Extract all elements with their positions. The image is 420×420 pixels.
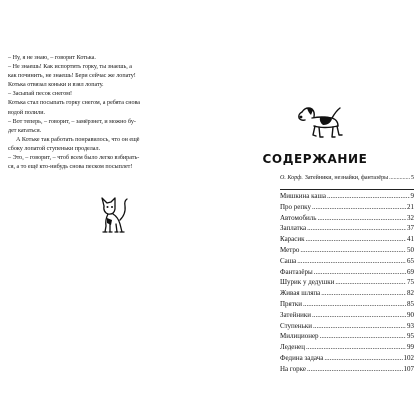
toc-entry xyxy=(280,342,414,353)
leader-dots xyxy=(314,267,406,278)
toc-intro-author: О. Корф. xyxy=(280,175,303,181)
toc-entry-title: Федина задача xyxy=(280,353,324,362)
story-text xyxy=(8,54,208,172)
cat-sketch-illustration xyxy=(96,190,130,236)
toc-list xyxy=(280,191,414,375)
toc-entry-title: Шурик у дедушки xyxy=(280,278,335,287)
leader-dots xyxy=(306,234,406,245)
toc-entry xyxy=(280,202,414,213)
toc-entry-title: Ступеньки xyxy=(280,321,312,330)
toc-entry xyxy=(280,267,414,278)
leader-dots xyxy=(312,202,406,213)
leader-dots xyxy=(307,223,406,234)
toc-entry xyxy=(280,321,414,332)
toc-entry-page: 9 xyxy=(410,192,414,200)
toc-entry xyxy=(280,299,414,310)
leader-dots xyxy=(335,277,406,288)
toc-entry-title: Метро xyxy=(280,245,300,254)
toc-entry xyxy=(280,256,414,267)
leader-dots xyxy=(327,191,409,202)
story-paragraph: – Засыпай песок снегом! xyxy=(8,91,73,98)
toc-entry-page: 65 xyxy=(407,256,414,265)
toc-entry-title: Леденец xyxy=(280,343,305,352)
leader-dots xyxy=(313,321,406,332)
toc-entry xyxy=(280,277,414,288)
story-paragraph: – Вот теперь, – говорит, – замёрзнет, и можно бу- xyxy=(8,118,136,125)
toc-entry-page: 99 xyxy=(407,343,414,352)
toc-entry-title: Заплатка xyxy=(280,224,307,233)
toc-entry-page: 82 xyxy=(407,289,414,298)
toc-entry-page: 102 xyxy=(403,353,414,362)
toc-intro-title: Затейники, незнайки, фантазёры xyxy=(304,175,389,181)
toc-entry-title: Живая шляпа xyxy=(280,289,321,298)
story-paragraph: как починить, не знаешь! Бери сейчас же лопату! xyxy=(8,73,136,80)
toc-entry xyxy=(280,213,414,224)
toc-entry-page: 41 xyxy=(407,235,414,244)
story-paragraph: – Не знаешь! Как испортить горку, ты знаешь, а xyxy=(8,64,132,71)
leader-dots xyxy=(321,288,406,299)
story-paragraph: Котька отвязал коньки и взял лопату. xyxy=(8,82,104,89)
right-page xyxy=(210,0,420,420)
leader-dots xyxy=(297,256,406,267)
toc-entry xyxy=(280,191,414,202)
story-paragraph: – Это, – говорит, – чтоб всем было легко взбирать- xyxy=(8,155,140,162)
toc-entry-title: Мишкина каша xyxy=(280,192,327,200)
story-paragraph: водой полили. xyxy=(8,109,45,116)
story-paragraph: А Котьке так работать понравилось, что он ещё xyxy=(16,136,140,143)
toc-entry xyxy=(280,353,414,364)
toc-entry-page: 75 xyxy=(407,278,414,287)
toc-entry xyxy=(280,245,414,256)
toc-entry xyxy=(280,331,414,342)
toc-entry-page: 85 xyxy=(407,299,414,308)
toc-entry xyxy=(280,310,414,321)
toc-divider xyxy=(280,189,414,190)
story-paragraph: ся, а то ещё кто-нибудь снова песком посыплет! xyxy=(8,164,133,171)
story-paragraph: Котька стал посыпать горку снегом, а ребята снова xyxy=(8,100,141,107)
leader-dots xyxy=(324,353,402,364)
toc-entry-page: 50 xyxy=(407,245,414,254)
toc-heading: СОДЕРЖАНИЕ xyxy=(262,152,368,166)
story-paragraph: сбоку лопатой ступеньки проделал. xyxy=(8,145,101,152)
leader-dots xyxy=(320,331,406,342)
toc-intro-line xyxy=(280,174,414,182)
dog-sketch-illustration xyxy=(292,100,344,144)
toc-entry-title: Карасик xyxy=(280,235,305,244)
toc-entry-page: 32 xyxy=(407,213,414,222)
leader-dots xyxy=(307,364,403,375)
toc-entry xyxy=(280,223,414,234)
toc-entry-page: 21 xyxy=(407,202,414,211)
leader-dots xyxy=(300,245,406,256)
toc-entry-page: 90 xyxy=(407,310,414,319)
toc-entry-title: Затейники xyxy=(280,310,311,319)
leader-dots xyxy=(317,213,406,224)
toc-intro-page: 5 xyxy=(411,175,414,181)
toc-entry-title: Милиционер xyxy=(280,332,319,341)
story-paragraph: дет кататься. xyxy=(8,127,42,134)
toc-entry-page: 95 xyxy=(407,332,414,341)
toc-entry-page: 107 xyxy=(403,364,414,373)
toc-entry-page: 93 xyxy=(407,321,414,330)
toc-entry xyxy=(280,288,414,299)
toc-entry-title: Про репку xyxy=(280,202,311,211)
toc-entry-title: Фантазёры xyxy=(280,267,313,276)
toc-entry xyxy=(280,364,414,375)
leader-dots xyxy=(306,342,406,353)
leader-dots xyxy=(389,174,410,182)
toc-entry-title: На горке xyxy=(280,364,306,373)
toc-entry-title: Автомобиль xyxy=(280,213,317,222)
toc-entry-page: 37 xyxy=(407,224,414,233)
leader-dots xyxy=(303,299,406,310)
toc-entry-title: Прятки xyxy=(280,299,302,308)
leader-dots xyxy=(312,310,406,321)
toc-entry xyxy=(280,234,414,245)
story-paragraph: – Ну, я не знаю, – говорит Котька. xyxy=(8,55,96,61)
toc-entry-page: 69 xyxy=(407,267,414,276)
toc-entry-title: Саша xyxy=(280,256,297,265)
